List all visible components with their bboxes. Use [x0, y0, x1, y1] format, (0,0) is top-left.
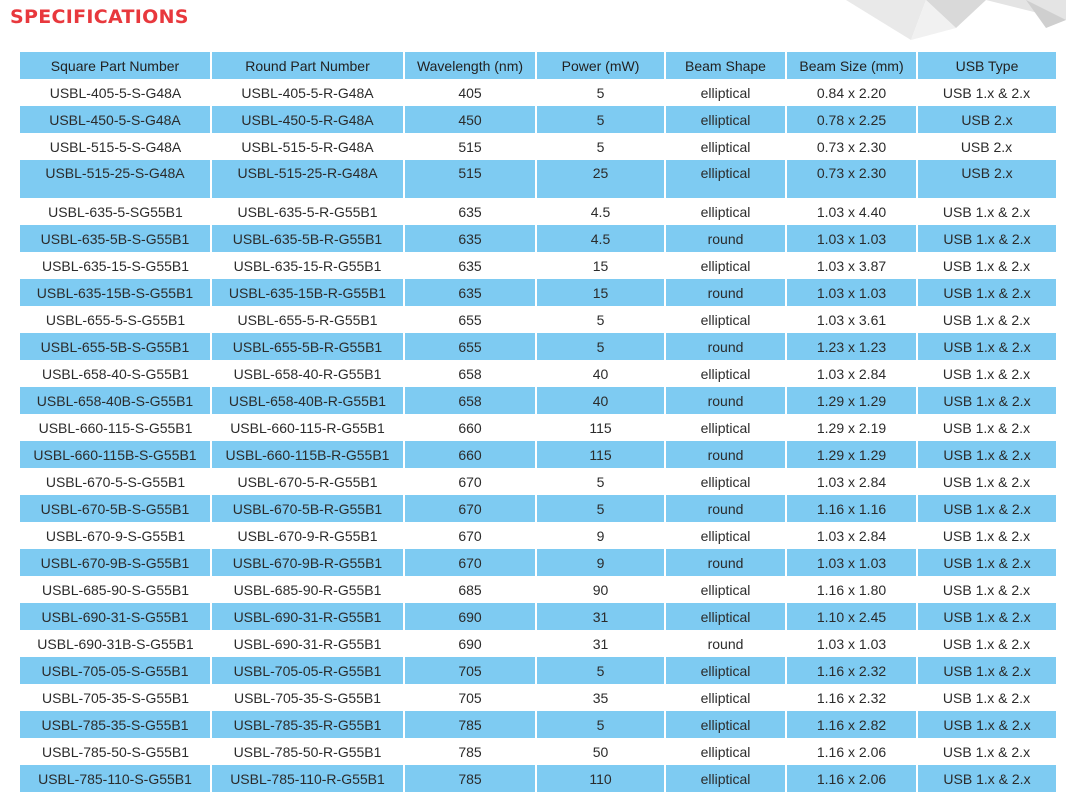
beam-shape-cell: elliptical	[665, 106, 786, 133]
table-header-row	[20, 52, 1056, 79]
usb-type-cell: USB 1.x & 2.x	[917, 603, 1056, 630]
round-part-number-cell: USBL-705-05-R-G55B1	[211, 657, 404, 684]
beam-shape-cell: elliptical	[700, 138, 751, 155]
usb-type-cell: USB 1.x & 2.x	[942, 84, 1031, 101]
power-cell: 5	[536, 657, 665, 684]
square-part-number-cell: USBL-655-5B-S-G55B1	[20, 333, 211, 360]
header-power: Power (mW)	[536, 52, 665, 79]
usb-type-cell: USB 1.x & 2.x	[942, 365, 1031, 382]
power-cell: 90	[592, 581, 609, 598]
wavelength-cell: 705	[458, 689, 482, 706]
wavelength-cell: 785	[404, 765, 536, 792]
header-round-part-number: Round Part Number	[211, 52, 404, 79]
beam-shape-cell: elliptical	[700, 365, 751, 382]
wavelength-cell: 515	[458, 138, 482, 155]
table-body	[20, 79, 1056, 792]
square-part-number-cell: USBL-658-40B-S-G55B1	[20, 387, 211, 414]
power-cell: 115	[536, 441, 665, 468]
power-cell: 4.5	[590, 203, 611, 220]
beam-shape-cell: round	[665, 279, 786, 306]
beam-size-cell: 0.78 x 2.25	[786, 106, 917, 133]
beam-shape-cell: elliptical	[700, 203, 751, 220]
beam-size-cell: 1.03 x 1.03	[786, 279, 917, 306]
round-part-number-cell: USBL-658-40B-R-G55B1	[211, 387, 404, 414]
beam-shape-cell: elliptical	[700, 473, 751, 490]
beam-shape-cell: elliptical	[665, 603, 786, 630]
power-cell: 31	[592, 635, 609, 652]
table-row	[20, 765, 1056, 792]
table-row	[20, 198, 1056, 225]
beam-size-cell: 1.03 x 4.40	[816, 203, 887, 220]
beam-shape-cell: elliptical	[665, 765, 786, 792]
square-part-number-cell: USBL-635-15-S-G55B1	[41, 257, 190, 274]
beam-size-cell: 1.29 x 2.19	[816, 419, 887, 436]
table-row	[20, 414, 1056, 441]
usb-type-cell: USB 1.x & 2.x	[942, 257, 1031, 274]
beam-size-cell: 0.73 x 2.30	[816, 138, 887, 155]
table-row	[20, 549, 1056, 576]
round-part-number-cell: USBL-655-5-R-G55B1	[237, 311, 378, 328]
beam-shape-cell: elliptical	[665, 160, 786, 198]
round-part-number-cell: USBL-515-5-R-G48A	[241, 138, 374, 155]
table-row	[20, 160, 1056, 198]
power-cell: 5	[536, 106, 665, 133]
table-row	[20, 306, 1056, 333]
beam-size-cell: 0.73 x 2.30	[786, 160, 917, 198]
round-part-number-cell: USBL-705-35-S-G55B1	[233, 689, 382, 706]
power-cell: 31	[536, 603, 665, 630]
square-part-number-cell: USBL-515-25-S-G48A	[20, 160, 211, 198]
beam-shape-cell: elliptical	[665, 657, 786, 684]
power-cell: 5	[536, 495, 665, 522]
beam-shape-cell: elliptical	[700, 311, 751, 328]
beam-shape-cell: elliptical	[700, 527, 751, 544]
square-part-number-cell: USBL-515-5-S-G48A	[49, 138, 182, 155]
round-part-number-cell: USBL-655-5B-R-G55B1	[211, 333, 404, 360]
wavelength-cell: 635	[458, 203, 482, 220]
round-part-number-cell: USBL-785-110-R-G55B1	[211, 765, 404, 792]
square-part-number-cell: USBL-670-5B-S-G55B1	[20, 495, 211, 522]
table-row	[20, 441, 1056, 468]
beam-size-cell: 1.03 x 3.61	[816, 311, 887, 328]
beam-size-cell: 1.03 x 1.03	[786, 225, 917, 252]
wavelength-cell: 685	[458, 581, 482, 598]
usb-type-cell: USB 1.x & 2.x	[917, 279, 1056, 306]
table-row	[20, 495, 1056, 522]
power-cell: 9	[596, 527, 605, 544]
beam-size-cell: 1.03 x 2.84	[816, 365, 887, 382]
wavelength-cell: 635	[404, 279, 536, 306]
wavelength-cell: 405	[458, 84, 482, 101]
usb-type-cell: USB 1.x & 2.x	[942, 689, 1031, 706]
beam-size-cell: 1.16 x 2.32	[816, 689, 887, 706]
square-part-number-cell: USBL-405-5-S-G48A	[49, 84, 182, 101]
round-part-number-cell: USBL-785-50-R-G55B1	[233, 743, 382, 760]
wavelength-cell: 705	[404, 657, 536, 684]
wavelength-cell: 670	[458, 473, 482, 490]
header-usb-type: USB Type	[917, 52, 1056, 79]
usb-type-cell: USB 2.x	[917, 160, 1056, 198]
power-cell: 5	[596, 84, 605, 101]
beam-size-cell: 1.16 x 2.82	[786, 711, 917, 738]
beam-size-cell: 1.16 x 2.06	[816, 743, 887, 760]
square-part-number-cell: USBL-785-110-S-G55B1	[20, 765, 211, 792]
power-cell: 40	[536, 387, 665, 414]
wavelength-cell: 785	[458, 743, 482, 760]
page-title: SPECIFICATIONS	[10, 6, 189, 28]
beam-shape-cell: round	[707, 635, 744, 652]
wavelength-cell: 670	[458, 527, 482, 544]
round-part-number-cell: USBL-635-5-R-G55B1	[237, 203, 378, 220]
beam-size-cell: 1.16 x 1.16	[786, 495, 917, 522]
square-part-number-cell: USBL-705-35-S-G55B1	[41, 689, 190, 706]
beam-size-cell: 1.16 x 2.32	[786, 657, 917, 684]
round-part-number-cell: USBL-690-31-R-G55B1	[233, 635, 382, 652]
usb-type-cell: USB 1.x & 2.x	[917, 225, 1056, 252]
power-cell: 50	[592, 743, 609, 760]
usb-type-cell: USB 1.x & 2.x	[917, 657, 1056, 684]
wavelength-cell: 690	[404, 603, 536, 630]
wavelength-cell: 515	[404, 160, 536, 198]
usb-type-cell: USB 1.x & 2.x	[942, 743, 1031, 760]
square-part-number-cell: USBL-635-5-SG55B1	[48, 203, 183, 220]
beam-shape-cell: elliptical	[700, 743, 751, 760]
beam-shape-cell: elliptical	[700, 689, 751, 706]
beam-size-cell: 1.10 x 2.45	[786, 603, 917, 630]
square-part-number-cell: USBL-635-15B-S-G55B1	[20, 279, 211, 306]
table-row	[20, 387, 1056, 414]
square-part-number-cell: USBL-635-5B-S-G55B1	[20, 225, 211, 252]
table-row	[20, 711, 1056, 738]
wavelength-cell: 660	[458, 419, 482, 436]
round-part-number-cell: USBL-685-90-R-G55B1	[233, 581, 382, 598]
round-part-number-cell: USBL-635-15B-R-G55B1	[211, 279, 404, 306]
wavelength-cell: 658	[404, 387, 536, 414]
power-cell: 5	[596, 138, 605, 155]
round-part-number-cell: USBL-660-115-R-G55B1	[230, 419, 385, 436]
square-part-number-cell: USBL-660-115B-S-G55B1	[20, 441, 211, 468]
usb-type-cell: USB 1.x & 2.x	[942, 527, 1031, 544]
table-row	[20, 603, 1056, 630]
round-part-number-cell: USBL-635-15-R-G55B1	[233, 257, 382, 274]
round-part-number-cell: USBL-515-25-R-G48A	[211, 160, 404, 198]
beam-size-cell: 1.23 x 1.23	[786, 333, 917, 360]
table-row	[20, 657, 1056, 684]
usb-type-cell: USB 1.x & 2.x	[917, 765, 1056, 792]
power-cell: 5	[596, 473, 605, 490]
power-cell: 110	[536, 765, 665, 792]
usb-type-cell: USB 1.x & 2.x	[917, 711, 1056, 738]
table-row	[20, 630, 1056, 657]
usb-type-cell: USB 1.x & 2.x	[942, 635, 1031, 652]
beam-shape-cell: elliptical	[665, 711, 786, 738]
usb-type-cell: USB 1.x & 2.x	[942, 473, 1031, 490]
usb-type-cell: USB 2.x	[917, 106, 1056, 133]
round-part-number-cell: USBL-450-5-R-G48A	[211, 106, 404, 133]
wavelength-cell: 660	[404, 441, 536, 468]
wavelength-cell: 670	[404, 549, 536, 576]
usb-type-cell: USB 1.x & 2.x	[942, 311, 1031, 328]
beam-shape-cell: round	[665, 441, 786, 468]
table-row	[20, 252, 1056, 279]
beam-size-cell: 1.16 x 1.80	[816, 581, 887, 598]
round-part-number-cell: USBL-670-5B-R-G55B1	[211, 495, 404, 522]
header-beam-size: Beam Size (mm)	[786, 52, 917, 79]
wavelength-cell: 785	[404, 711, 536, 738]
usb-type-cell: USB 1.x & 2.x	[917, 387, 1056, 414]
square-part-number-cell: USBL-658-40-S-G55B1	[41, 365, 190, 382]
power-cell: 5	[596, 311, 605, 328]
table-row	[20, 106, 1056, 133]
header-wavelength: Wavelength (nm)	[404, 52, 536, 79]
square-part-number-cell: USBL-670-5-S-G55B1	[45, 473, 186, 490]
usb-type-cell: USB 1.x & 2.x	[942, 203, 1031, 220]
table-row	[20, 279, 1056, 306]
beam-size-cell: 1.03 x 2.84	[816, 473, 887, 490]
square-part-number-cell: USBL-655-5-S-G55B1	[45, 311, 186, 328]
round-part-number-cell: USBL-405-5-R-G48A	[241, 84, 374, 101]
wavelength-cell: 635	[404, 225, 536, 252]
power-cell: 40	[592, 365, 609, 382]
beam-size-cell: 0.84 x 2.20	[816, 84, 887, 101]
decorative-polygon-graphic	[626, 0, 1066, 60]
table-row	[20, 576, 1056, 603]
beam-size-cell: 1.03 x 2.84	[816, 527, 887, 544]
power-cell: 25	[536, 160, 665, 198]
usb-type-cell: USB 1.x & 2.x	[917, 495, 1056, 522]
wavelength-cell: 655	[404, 333, 536, 360]
square-part-number-cell: USBL-690-31B-S-G55B1	[37, 635, 194, 652]
table-row	[20, 684, 1056, 711]
beam-size-cell: 1.03 x 3.87	[816, 257, 887, 274]
specifications-table	[20, 52, 1056, 792]
beam-shape-cell: round	[665, 387, 786, 414]
table-row	[20, 738, 1056, 765]
usb-type-cell: USB 1.x & 2.x	[942, 581, 1031, 598]
wavelength-cell: 690	[458, 635, 482, 652]
beam-shape-cell: round	[665, 225, 786, 252]
power-cell: 5	[536, 333, 665, 360]
table-row	[20, 468, 1056, 495]
table-row	[20, 333, 1056, 360]
beam-shape-cell: round	[665, 495, 786, 522]
square-part-number-cell: USBL-690-31-S-G55B1	[20, 603, 211, 630]
power-cell: 9	[536, 549, 665, 576]
usb-type-cell: USB 1.x & 2.x	[917, 333, 1056, 360]
beam-shape-cell: elliptical	[700, 419, 751, 436]
square-part-number-cell: USBL-785-35-S-G55B1	[20, 711, 211, 738]
table-row	[20, 225, 1056, 252]
power-cell: 5	[536, 711, 665, 738]
square-part-number-cell: USBL-785-50-S-G55B1	[41, 743, 190, 760]
square-part-number-cell: USBL-705-05-S-G55B1	[20, 657, 211, 684]
beam-size-cell: 1.03 x 1.03	[786, 549, 917, 576]
table-row	[20, 79, 1056, 106]
usb-type-cell: USB 1.x & 2.x	[917, 549, 1056, 576]
round-part-number-cell: USBL-670-9-R-G55B1	[237, 527, 378, 544]
wavelength-cell: 635	[458, 257, 482, 274]
header-square-part-number: Square Part Number	[20, 52, 211, 79]
square-part-number-cell: USBL-450-5-S-G48A	[20, 106, 211, 133]
beam-shape-cell: round	[665, 549, 786, 576]
usb-type-cell: USB 1.x & 2.x	[917, 441, 1056, 468]
square-part-number-cell: USBL-685-90-S-G55B1	[41, 581, 190, 598]
square-part-number-cell: USBL-660-115-S-G55B1	[38, 419, 193, 436]
usb-type-cell: USB 2.x	[960, 138, 1013, 155]
table-row	[20, 360, 1056, 387]
round-part-number-cell: USBL-660-115B-R-G55B1	[211, 441, 404, 468]
round-part-number-cell: USBL-785-35-R-G55B1	[211, 711, 404, 738]
beam-shape-cell: elliptical	[700, 84, 751, 101]
beam-size-cell: 1.03 x 1.03	[816, 635, 887, 652]
beam-size-cell: 1.29 x 1.29	[786, 387, 917, 414]
round-part-number-cell: USBL-670-5-R-G55B1	[237, 473, 378, 490]
header-beam-shape: Beam Shape	[665, 52, 786, 79]
wavelength-cell: 450	[404, 106, 536, 133]
round-part-number-cell: USBL-670-9B-R-G55B1	[211, 549, 404, 576]
table-row	[20, 133, 1056, 160]
table-row	[20, 522, 1056, 549]
beam-shape-cell: elliptical	[700, 257, 751, 274]
power-cell: 15	[592, 257, 609, 274]
wavelength-cell: 655	[458, 311, 482, 328]
square-part-number-cell: USBL-670-9B-S-G55B1	[20, 549, 211, 576]
beam-size-cell: 1.29 x 1.29	[786, 441, 917, 468]
beam-shape-cell: elliptical	[700, 581, 751, 598]
beam-size-cell: 1.16 x 2.06	[786, 765, 917, 792]
square-part-number-cell: USBL-670-9-S-G55B1	[45, 527, 186, 544]
wavelength-cell: 670	[404, 495, 536, 522]
usb-type-cell: USB 1.x & 2.x	[942, 419, 1031, 436]
beam-shape-cell: round	[665, 333, 786, 360]
power-cell: 35	[592, 689, 609, 706]
power-cell: 15	[536, 279, 665, 306]
wavelength-cell: 658	[458, 365, 482, 382]
power-cell: 4.5	[536, 225, 665, 252]
round-part-number-cell: USBL-635-5B-R-G55B1	[211, 225, 404, 252]
round-part-number-cell: USBL-658-40-R-G55B1	[233, 365, 382, 382]
round-part-number-cell: USBL-690-31-R-G55B1	[211, 603, 404, 630]
power-cell: 115	[589, 419, 612, 436]
